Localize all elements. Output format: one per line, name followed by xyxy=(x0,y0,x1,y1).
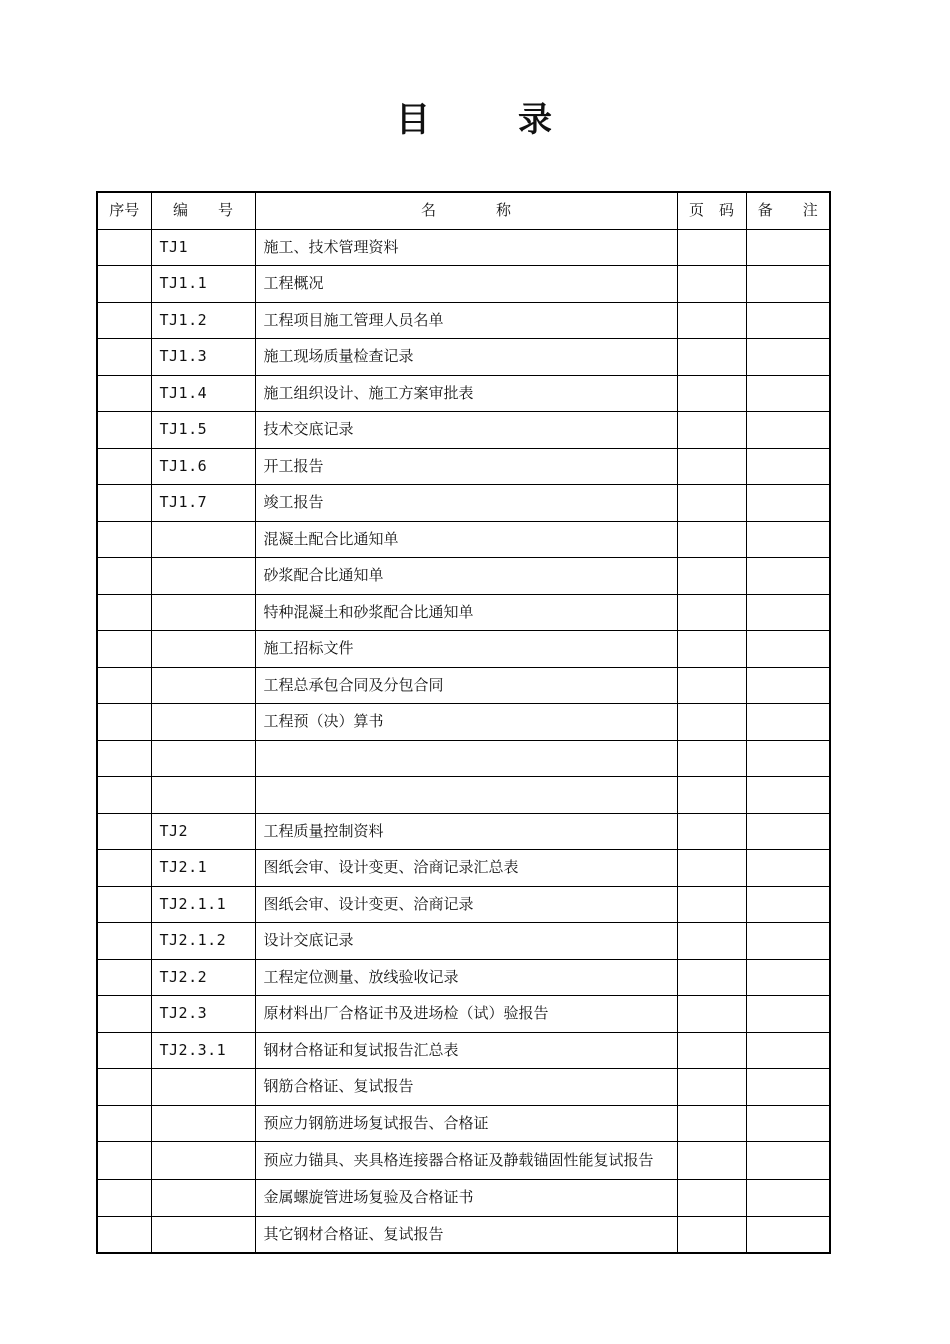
page-cell xyxy=(677,1142,746,1180)
table-row xyxy=(97,1216,830,1253)
page-cell xyxy=(677,740,746,777)
remark-cell xyxy=(746,667,830,704)
table-row xyxy=(97,850,830,887)
seq-cell xyxy=(97,412,151,449)
header-seq: 序号 xyxy=(97,192,151,229)
table-row xyxy=(97,1105,830,1142)
table-row xyxy=(97,375,830,412)
page-cell xyxy=(677,266,746,303)
header-page: 页 码 xyxy=(677,192,746,229)
page-cell xyxy=(677,412,746,449)
seq-cell xyxy=(97,1142,151,1180)
code-cell xyxy=(151,1216,255,1253)
seq-cell xyxy=(97,1032,151,1069)
remark-cell xyxy=(746,886,830,923)
table-row xyxy=(97,229,830,266)
seq-cell xyxy=(97,375,151,412)
table-row xyxy=(97,558,830,595)
name-cell: 开工报告 xyxy=(255,448,677,485)
code-cell xyxy=(151,521,255,558)
page-cell xyxy=(677,886,746,923)
page-cell xyxy=(677,594,746,631)
code-cell xyxy=(151,1142,255,1180)
name-cell: 工程总承包合同及分包合同 xyxy=(255,667,677,704)
seq-cell xyxy=(97,521,151,558)
name-cell: 工程项目施工管理人员名单 xyxy=(255,302,677,339)
page-cell xyxy=(677,631,746,668)
remark-cell xyxy=(746,1216,830,1253)
name-cell: 特种混凝土和砂浆配合比通知单 xyxy=(255,594,677,631)
toc-table xyxy=(96,191,831,1254)
table-row xyxy=(97,886,830,923)
table-row xyxy=(97,631,830,668)
table-row xyxy=(97,777,830,814)
seq-cell xyxy=(97,594,151,631)
page-cell xyxy=(677,959,746,996)
seq-cell xyxy=(97,923,151,960)
remark-cell xyxy=(746,448,830,485)
remark-cell xyxy=(746,302,830,339)
code-cell xyxy=(151,594,255,631)
name-cell: 其它钢材合格证、复试报告 xyxy=(255,1216,677,1253)
page-cell xyxy=(677,1069,746,1106)
page-cell xyxy=(677,996,746,1033)
name-cell: 砂浆配合比通知单 xyxy=(255,558,677,595)
name-cell: 工程定位测量、放线验收记录 xyxy=(255,959,677,996)
table-row xyxy=(97,1032,830,1069)
name-cell: 预应力钢筋进场复试报告、合格证 xyxy=(255,1105,677,1142)
remark-cell xyxy=(746,412,830,449)
header-remark: 备 注 xyxy=(746,192,830,229)
name-cell: 工程质量控制资料 xyxy=(255,813,677,850)
name-cell: 钢筋合格证、复试报告 xyxy=(255,1069,677,1106)
seq-cell xyxy=(97,813,151,850)
table-row xyxy=(97,740,830,777)
name-cell: 施工、技术管理资料 xyxy=(255,229,677,266)
code-cell: TJ1.2 xyxy=(151,302,255,339)
remark-cell xyxy=(746,923,830,960)
name-cell: 施工招标文件 xyxy=(255,631,677,668)
code-cell: TJ2.3.1 xyxy=(151,1032,255,1069)
code-cell xyxy=(151,1180,255,1217)
table-row xyxy=(97,521,830,558)
table-row xyxy=(97,996,830,1033)
table-row xyxy=(97,1069,830,1106)
remark-cell xyxy=(746,850,830,887)
page-cell xyxy=(677,1216,746,1253)
table-row xyxy=(97,1142,830,1180)
name-cell: 图纸会审、设计变更、洽商记录 xyxy=(255,886,677,923)
remark-cell xyxy=(746,959,830,996)
remark-cell xyxy=(746,266,830,303)
name-cell: 金属螺旋管进场复验及合格证书 xyxy=(255,1180,677,1217)
seq-cell xyxy=(97,667,151,704)
page-cell xyxy=(677,777,746,814)
name-cell xyxy=(255,740,677,777)
code-cell: TJ2.1.2 xyxy=(151,923,255,960)
remark-cell xyxy=(746,558,830,595)
page-cell xyxy=(677,923,746,960)
code-cell: TJ2 xyxy=(151,813,255,850)
seq-cell xyxy=(97,704,151,741)
code-cell xyxy=(151,667,255,704)
table-row xyxy=(97,667,830,704)
seq-cell xyxy=(97,1180,151,1217)
page-cell xyxy=(677,521,746,558)
page-cell xyxy=(677,485,746,522)
table-row xyxy=(97,448,830,485)
table-row xyxy=(97,704,830,741)
seq-cell xyxy=(97,1105,151,1142)
table-row xyxy=(97,485,830,522)
code-cell xyxy=(151,740,255,777)
remark-cell xyxy=(746,1180,830,1217)
remark-cell xyxy=(746,1069,830,1106)
page-cell xyxy=(677,558,746,595)
table-row xyxy=(97,339,830,376)
remark-cell xyxy=(746,996,830,1033)
seq-cell xyxy=(97,959,151,996)
table-row xyxy=(97,594,830,631)
page-cell xyxy=(677,1180,746,1217)
name-cell: 钢材合格证和复试报告汇总表 xyxy=(255,1032,677,1069)
remark-cell xyxy=(746,521,830,558)
page-title xyxy=(0,92,950,141)
table-row xyxy=(97,266,830,303)
name-cell: 混凝土配合比通知单 xyxy=(255,521,677,558)
seq-cell xyxy=(97,740,151,777)
table-row xyxy=(97,412,830,449)
seq-cell xyxy=(97,302,151,339)
remark-cell xyxy=(746,813,830,850)
code-cell: TJ1 xyxy=(151,229,255,266)
code-cell: TJ1.1 xyxy=(151,266,255,303)
code-cell: TJ2.1.1 xyxy=(151,886,255,923)
remark-cell xyxy=(746,740,830,777)
table-row xyxy=(97,813,830,850)
seq-cell xyxy=(97,558,151,595)
remark-cell xyxy=(746,339,830,376)
name-cell: 设计交底记录 xyxy=(255,923,677,960)
code-cell: TJ1.3 xyxy=(151,339,255,376)
code-cell: TJ1.6 xyxy=(151,448,255,485)
table-row xyxy=(97,959,830,996)
remark-cell xyxy=(746,485,830,522)
code-cell: TJ1.5 xyxy=(151,412,255,449)
code-cell xyxy=(151,1105,255,1142)
name-cell: 施工组织设计、施工方案审批表 xyxy=(255,375,677,412)
name-cell: 竣工报告 xyxy=(255,485,677,522)
code-cell xyxy=(151,558,255,595)
remark-cell xyxy=(746,1105,830,1142)
page-cell xyxy=(677,229,746,266)
table-row xyxy=(97,923,830,960)
seq-cell xyxy=(97,485,151,522)
remark-cell xyxy=(746,777,830,814)
page-cell xyxy=(677,704,746,741)
table-row xyxy=(97,302,830,339)
name-cell: 工程预（决）算书 xyxy=(255,704,677,741)
seq-cell xyxy=(97,886,151,923)
name-cell: 工程概况 xyxy=(255,266,677,303)
remark-cell xyxy=(746,704,830,741)
page-cell xyxy=(677,813,746,850)
page-cell xyxy=(677,1032,746,1069)
name-cell: 施工现场质量检查记录 xyxy=(255,339,677,376)
code-cell: TJ1.4 xyxy=(151,375,255,412)
header-code: 编 号 xyxy=(151,192,255,229)
remark-cell xyxy=(746,375,830,412)
code-cell: TJ2.2 xyxy=(151,959,255,996)
page-cell xyxy=(677,339,746,376)
code-cell xyxy=(151,704,255,741)
page-cell xyxy=(677,667,746,704)
name-cell: 原材料出厂合格证书及进场检（试）验报告 xyxy=(255,996,677,1033)
header-name: 名 称 xyxy=(255,192,677,229)
page-cell xyxy=(677,448,746,485)
name-cell: 图纸会审、设计变更、洽商记录汇总表 xyxy=(255,850,677,887)
name-cell: 预应力锚具、夹具格连接器合格证及静载锚固性能复试报告 xyxy=(255,1142,677,1180)
code-cell xyxy=(151,1069,255,1106)
seq-cell xyxy=(97,1216,151,1253)
code-cell: TJ2.3 xyxy=(151,996,255,1033)
seq-cell xyxy=(97,777,151,814)
remark-cell xyxy=(746,631,830,668)
code-cell xyxy=(151,631,255,668)
seq-cell xyxy=(97,339,151,376)
name-cell: 技术交底记录 xyxy=(255,412,677,449)
seq-cell xyxy=(97,229,151,266)
page-cell xyxy=(677,850,746,887)
seq-cell xyxy=(97,996,151,1033)
name-cell xyxy=(255,777,677,814)
title-char-1: 目 xyxy=(396,100,432,140)
remark-cell xyxy=(746,594,830,631)
seq-cell xyxy=(97,266,151,303)
seq-cell xyxy=(97,850,151,887)
header-row xyxy=(97,192,830,229)
page-cell xyxy=(677,375,746,412)
table-row xyxy=(97,1180,830,1217)
code-cell: TJ1.7 xyxy=(151,485,255,522)
remark-cell xyxy=(746,1142,830,1180)
remark-cell xyxy=(746,229,830,266)
toc-body xyxy=(97,229,830,1253)
page-cell xyxy=(677,1105,746,1142)
code-cell: TJ2.1 xyxy=(151,850,255,887)
remark-cell xyxy=(746,1032,830,1069)
seq-cell xyxy=(97,448,151,485)
title-char-2: 录 xyxy=(518,100,554,140)
seq-cell xyxy=(97,631,151,668)
code-cell xyxy=(151,777,255,814)
seq-cell xyxy=(97,1069,151,1106)
page-cell xyxy=(677,302,746,339)
